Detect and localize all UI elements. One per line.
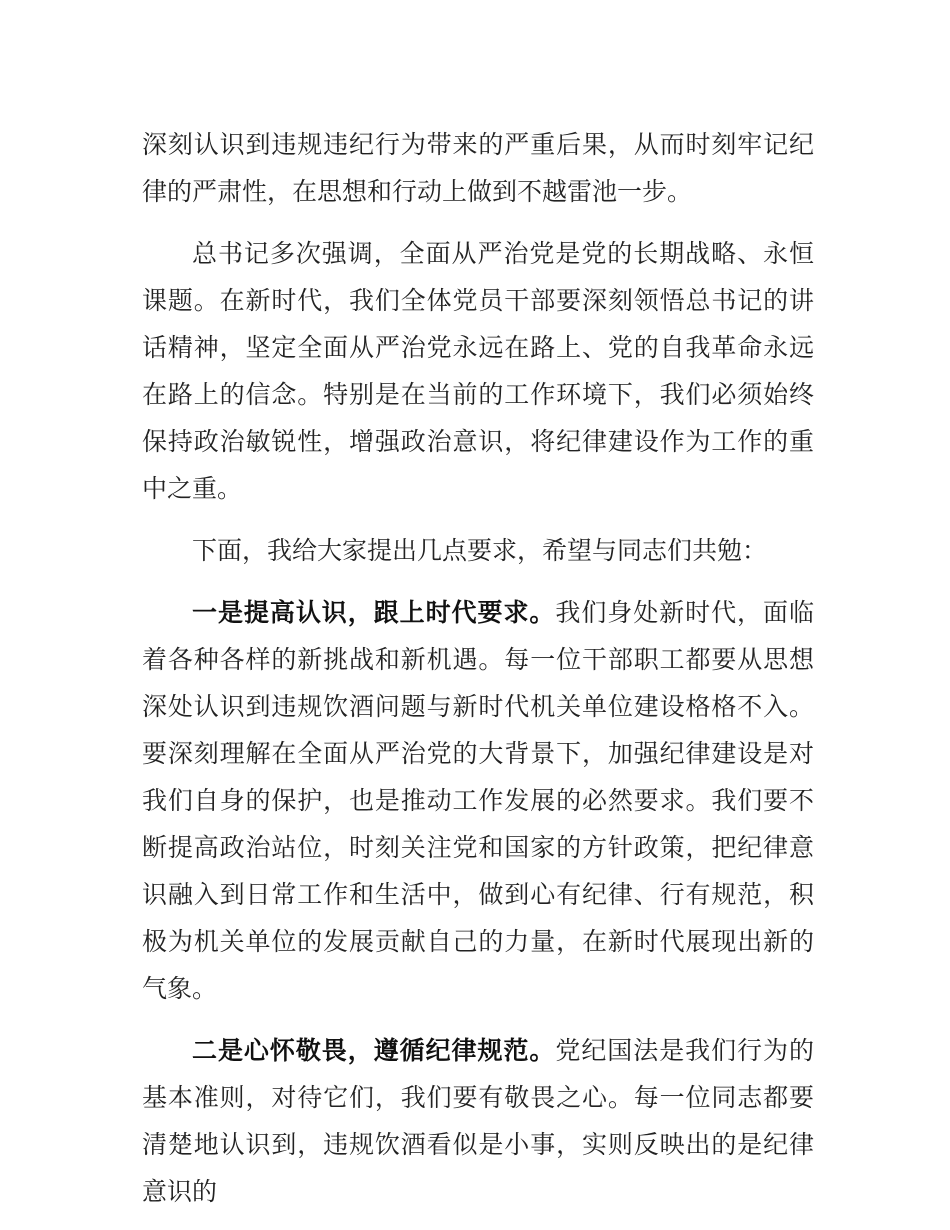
paragraph-2-text: 总书记多次强调，全面从严治党是党的长期战略、永恒课题。在新时代，我们全体党员干部要深刻领悟总书记的讲话精神，坚定全面从严治党永远在路上、党的自我革命永远在路上的信念。特别是在当前的工作环境下，我们必须始终保持政治敏锐性，增强政治意识，将纪律建设作为工作的重中之重。 <box>142 239 814 503</box>
paragraph-4-lead-heading: 一是提高认识，跟上时代要求。 <box>192 598 556 627</box>
paragraph-4-text: 我们身处新时代，面临着各种各样的新挑战和新机遇。每一位干部职工都要从思想深处认识到违规饮酒问题与新时代机关单位建设格格不入。要深刻理解在全面从严治党的大背景下，加强纪律建设是对我们自身的保护，也是推动工作发展的必然要求。我们要不断提高政治站位，时刻关注党和国家的方针政策，把纪律意识融入到日常工作和生活中，做到心有纪律、行有规范，积极为机关单位的发展贡献自己的力量，在新时代展现出新的气象。 <box>142 598 814 1003</box>
paragraph-1 <box>142 121 814 215</box>
paragraph-4 <box>142 589 814 1012</box>
paragraph-5-lead-heading: 二是心怀敬畏，遵循纪律规范。 <box>192 1036 556 1065</box>
paragraph-2 <box>142 230 814 512</box>
paragraph-5 <box>142 1027 814 1215</box>
paragraph-1-text: 深刻认识到违规违纪行为带来的严重后果，从而时刻牢记纪律的严肃性，在思想和行动上做到不越雷池一步。 <box>142 130 814 206</box>
paragraph-3-text: 下面，我给大家提出几点要求，希望与同志们共勉： <box>192 536 768 565</box>
document-body <box>142 121 814 1230</box>
paragraph-5-text: 党纪国法是我们行为的基本准则，对待它们，我们要有敬畏之心。每一位同志都要清楚地认识到，违规饮酒看似是小事，实则反映出的是纪律意识的 <box>142 1036 814 1206</box>
paragraph-3 <box>142 527 814 574</box>
